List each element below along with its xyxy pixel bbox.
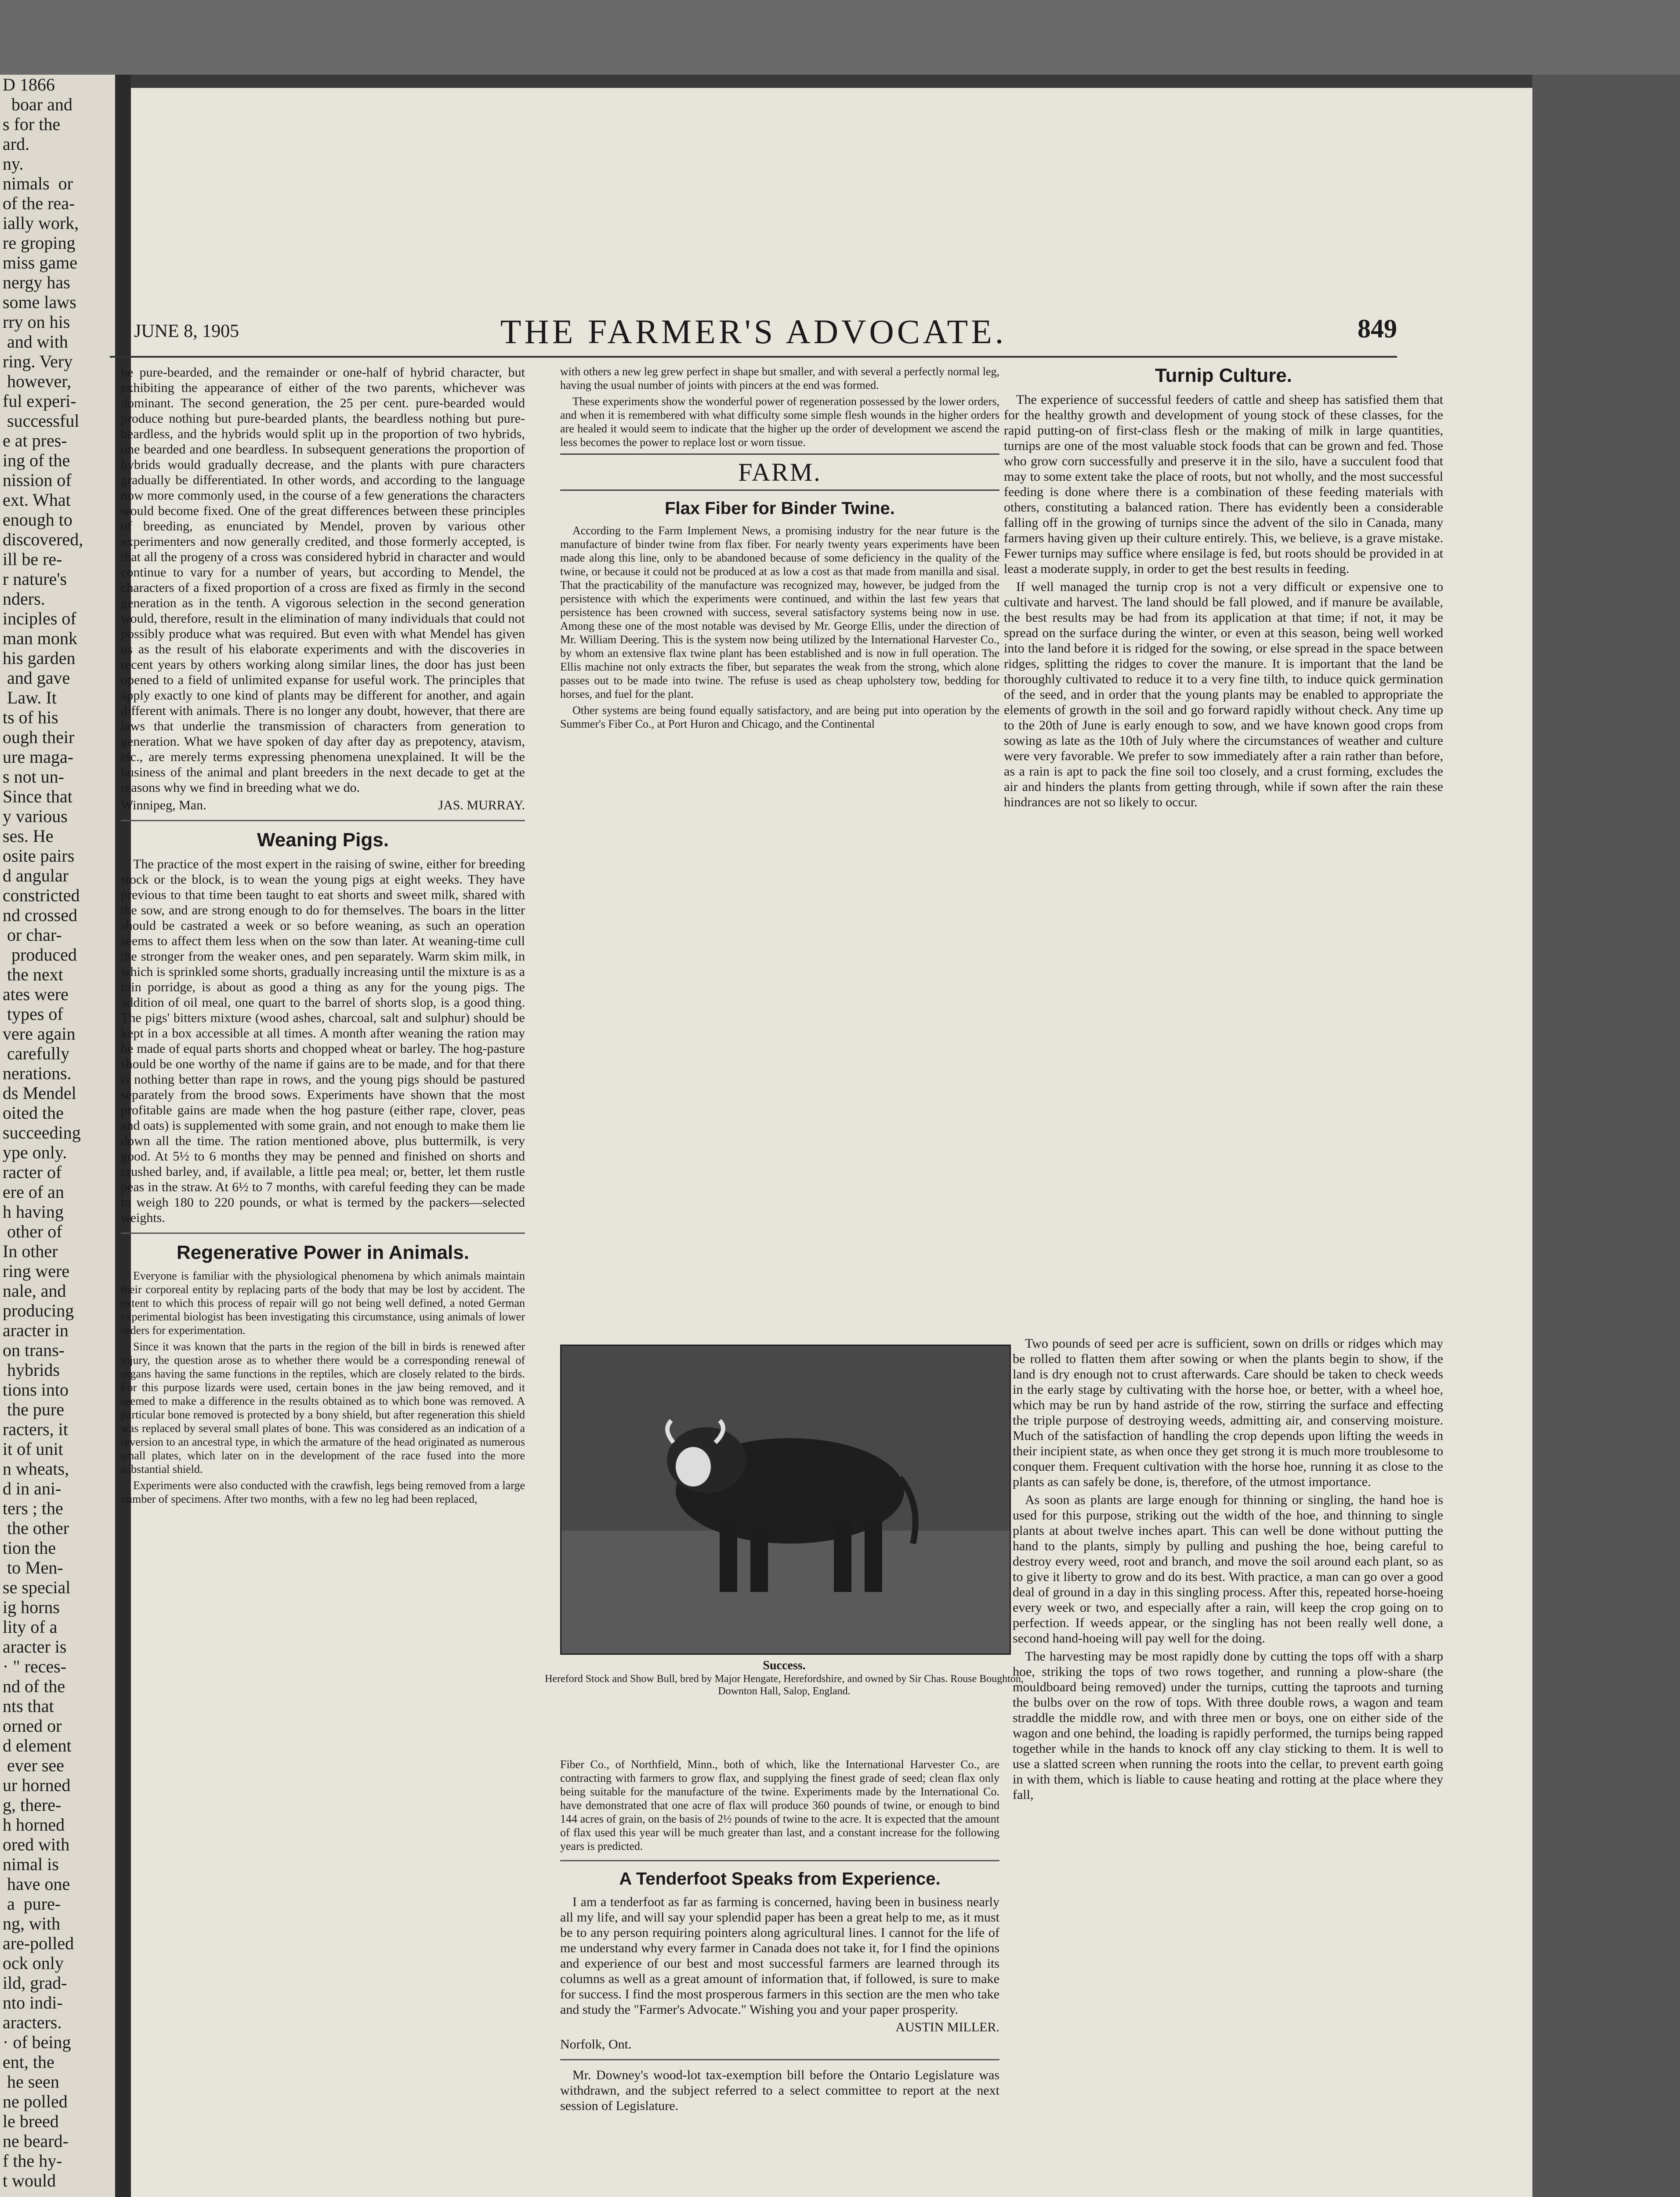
left-page-line: and with: [3, 332, 68, 352]
photo-hereford-bull: [560, 1345, 1011, 1655]
left-page-line: ill be re-: [3, 549, 62, 569]
left-page-line: ing of the: [3, 450, 70, 470]
left-page-line: orned or: [3, 1716, 62, 1736]
left-page-line: ext. What: [3, 490, 71, 510]
left-page-line: · " reces-: [3, 1657, 67, 1676]
headline-turnip-culture: Turnip Culture.: [1155, 365, 1293, 386]
left-page-line: nd of the: [3, 1676, 65, 1696]
left-page-line: nd crossed: [3, 905, 77, 925]
scan-top-border: [0, 0, 1680, 75]
left-page-line: ever see: [3, 1755, 64, 1775]
flax-paragraph-2: Other systems are being found equally satisfactory, and are being put into operation by the Summer's Fiber Co., at Port Huron and Chicago, and the Continental: [560, 704, 999, 730]
left-page-line: ne polled: [3, 2092, 68, 2111]
headline-regenerative-power: Regenerative Power in Animals.: [177, 1242, 469, 1263]
signature-miller: AUSTIN MILLER.: [895, 2020, 999, 2034]
left-page-line: miss game: [3, 253, 77, 272]
flax-paragraph-3: Fiber Co., of Northfield, Minn., both of which, like the International Harvester Co., are contracting with farmers to grow flax, and supplying the finest grade of seed; clean flax only being suitable for the manufacture of the twine. Experiments made by the International Co. have demonstrated that one acre of flax will produce 360 pounds of twine, or enough to bind 144 acres of grain, on the basis of 2½ pounds of twine to the acre. It is expected that the amount of flax used this year will be much greater than last, and a constant increase for the following years is predicted.: [560, 1758, 999, 1853]
left-page-line: carefully: [3, 1044, 70, 1063]
left-page-line: and gave: [3, 668, 70, 688]
left-page-line: ild, grad-: [3, 1973, 67, 1993]
left-page-line: constricted: [3, 885, 80, 905]
left-page-line: some laws: [3, 292, 76, 312]
left-page-line: successful: [3, 411, 80, 431]
regen-conclusion: These experiments show the wonderful power of regeneration possessed by the lower orders, and when it is remembered with what difficulty some simple flesh wounds in the higher orders are healed it would seem to indicate that the higher up the order of development we ascend the less becomes the power to replace lost or worn tissue.: [560, 395, 999, 449]
left-page-line: racter of: [3, 1162, 62, 1182]
left-page-line: ses. He: [3, 826, 54, 846]
column-2-upper: [560, 365, 999, 1309]
left-page-line: ters ; the: [3, 1498, 63, 1518]
left-page-line: ough their: [3, 727, 75, 747]
section-heading-farm: FARM.: [560, 453, 999, 491]
left-page-line: t would: [3, 2171, 56, 2190]
left-page-line: the pure: [3, 1399, 64, 1419]
left-page-line: rry on his: [3, 312, 70, 332]
left-page-line: ored with: [3, 1834, 70, 1854]
turnip-paragraph-1: The experience of successful feeders of cattle and sheep has satisfied them that for the healthy growth and development of young stock of these classes, for the rapid putting-on of first-class flesh or the making of milk in large quantities, turnips are one of the most valuable stock foods that can be grown and fed. Those who grow corn successfully and preserve it in the silo, have a succulent food that may to some extent take the place of roots, but not wholly, and the most successful feeding is done where there is a combination of these feeding materials with others, constituting a balanced ration. There has evidently been a considerable falling off in the growing of turnips since the advent of the silo in Canada, many farmers having given up their culture entirely. This, we believe, is a grave mistake. Fewer turnips may suffice where ensilage is fed, but roots should be provided in at least a moderate supply, in order to get the best results in feeding.: [1004, 392, 1443, 576]
masthead: THE FARMER'S ADVOCATE.: [500, 312, 1007, 351]
tenderfoot-body: I am a tenderfoot as far as farming is concerned, having been in business nearly all my life, and will say your splendid paper has been a great help to me, as it must be to any person requiring pointers along agricultural lines. I cannot for the life of me understand why every farmer in Canada does not take it, for I find the opinions and experience of our best and most successful farmers are learned through its columns as well as a great amount of information that, if followed, is sure to make for success. I find the most prosperous farmers in this section are the men who take and study the "Farmer's Advocate." Wishing you and your paper prosperity.: [560, 1895, 999, 2017]
left-page-line: h having: [3, 1202, 64, 1222]
left-page-line: nto indi-: [3, 1993, 63, 2012]
left-page-line: nts that: [3, 1696, 54, 1716]
left-page-line: ts of his: [3, 707, 58, 727]
turnip-paragraph-2: If well managed the turnip crop is not a very difficult or expensive one to cultivate and harvest. The land should be fall plowed, and if manure be available, the best results may be had from its application at that time; if not, it may be spread on the surface during the winter, or even at this season, being well worked into the land before it is ridged for the sowing, or else spread in the space between ridges, splitting the ridges to cover the manure. It is important that the land be thoroughly cultivated to reduce it to a very fine tilth, to induce quick germination of the seed, and in order that the young plants may be enabled to appropriate the elements of growth in the soil and go forward rapidly without check. Any time up to the 20th of June is early enough to sow, and we have known good crops from sowing as late as the 10th of July where the circumstances of weather and culture were very favorable. We prefer to sow immediately after a rain rather than before, as a rain is apt to pack the fine soil too closely, and a crust forming, excludes the air and hinders the plants from getting through, while if sown after the rain these hindrances are not so likely to occur.: [1004, 580, 1443, 809]
left-page-line: f the hy-: [3, 2151, 62, 2171]
divider: [121, 820, 525, 821]
left-page-line: boar and: [3, 94, 72, 114]
left-page-line: ring were: [3, 1261, 70, 1281]
weaning-pigs-body: The practice of the most expert in the raising of swine, either for breeding stock or the block, is to wean the young pigs at eight weeks. They have previous to that time been taught to eat shorts and sweet milk, shared with the sow, and are strong enough to do for themselves. The boars in the litter should be castrated a week or so before weaning, as such an operation seems to affect them less when on the sow than later. At weaning-time cull the stronger from the weaker ones, and pen separately. Warm skim milk, in which is sprinkled some shorts, gradually increasing until the mixture is as a thin porridge, is about as good a thing as any for the young pigs. The addition of oil meal, one quart to the barrel of shorts slop, is a good thing. The pigs' bitters mixture (wood ashes, charcoal, salt and sulphur) should be kept in a box accessible at all times. A month after weaning the ration may be made of equal parts shorts and chopped wheat or barley. The hog-pasture should be one worthy of the name if gains are to be made, and for that there is nothing better than rape in rows, and the young pigs should be pastured separately from the brood sows. Experiments have shown that the most profitable gains are made when the hog pasture (either rape, clover, peas and oats) is supplemented with some grain, and not enough to make them lie down all the time. The ration mentioned above, plus buttermilk, is very good. At 5½ to 6 months they may be penned and finished on shorts and crushed barley, and, if available, a little pea meal; or, better, let them rustle peas in the straw. At 6½ to 7 months, with careful feeding they can be made to weigh 180 to 220 pounds, or what is termed by the packers—selected weights.: [121, 857, 525, 1225]
page-number: 849: [1358, 314, 1397, 343]
left-page-line: ng, with: [3, 1914, 61, 1933]
left-page-line: nission of: [3, 470, 72, 490]
signature-place: Norfolk, Ont.: [560, 2037, 632, 2052]
left-page-line: ock only: [3, 1953, 64, 1973]
left-page-line: oited the: [3, 1103, 64, 1123]
left-page-line: Law. It: [3, 688, 57, 707]
left-page-line: producing: [3, 1301, 74, 1320]
scan-right-border: [1532, 75, 1680, 2197]
left-page-line: to Men-: [3, 1558, 63, 1577]
left-page-line: have one: [3, 1874, 70, 1894]
left-page-line: ring. Very: [3, 352, 73, 371]
left-page-line: are-polled: [3, 1933, 74, 1953]
photo-caption-text: Hereford Stock and Show Bull, bred by Major Hengate, Herefordshire, and owned by Sir Chas. Rouse Boughton, Downton Hall, Salop, England.: [545, 1673, 1024, 1697]
regen-paragraph-3: Experiments were also conducted with the crawfish, legs being removed from a large number of specimens. After two months, with a few no leg had been replaced,: [121, 1479, 525, 1505]
left-page-line: on trans-: [3, 1340, 65, 1360]
left-page-line: his garden: [3, 648, 76, 668]
divider: [121, 1233, 525, 1234]
left-page-line: re groping: [3, 233, 76, 253]
left-page-line: nimals or: [3, 174, 73, 193]
turnip-paragraph-5: The harvesting may be most rapidly done by cutting the tops off with a sharp hoe, striking the tops of two rows together, and running a plow-share (the mouldboard being removed) under the turnips, cutting the taproots and turning the bulbs over on the row of tops. With three double rows, a wagon and team straddle the middle row, and with three men or boys, one on either side of the wagon and one behind, the loading is rapidly performed, the turnips being rapped together while in the hands to knock off any clay sticking to them. It is well to use a slatted screen when running the roots into the cellar, to prevent earth going in with them, which is liable to cause heating and rotting at the place where they fall,: [1013, 1649, 1443, 1802]
left-page-line: le breed: [3, 2111, 59, 2131]
left-page-line: the other: [3, 1518, 69, 1538]
left-page-line: ard.: [3, 134, 30, 154]
left-page-line: produced: [3, 945, 77, 964]
left-page-line: of the rea-: [3, 193, 75, 213]
adjacent-page-text: [0, 75, 115, 2190]
left-page-line: ure maga-: [3, 747, 74, 767]
left-page-line: osite pairs: [3, 846, 75, 866]
headline-tenderfoot: A Tenderfoot Speaks from Experience.: [619, 1869, 941, 1889]
photo-title: Success.: [763, 1659, 806, 1672]
left-page-line: n wheats,: [3, 1459, 69, 1479]
headline-weaning-pigs: Weaning Pigs.: [257, 829, 389, 851]
left-page-line: nale, and: [3, 1281, 66, 1301]
left-page-line: types of: [3, 1004, 63, 1024]
left-page-line: a pure-: [3, 1894, 61, 1914]
mendel-article-body: [121, 365, 525, 795]
left-page-line: however,: [3, 371, 72, 391]
left-page-line: hybrids: [3, 1360, 60, 1380]
column-1: [121, 365, 525, 2197]
left-page-line: Since that: [3, 787, 72, 806]
left-page-line: ype only.: [3, 1142, 67, 1162]
left-page-line: aracter is: [3, 1637, 67, 1657]
left-page-line: g, there-: [3, 1795, 62, 1815]
adjacent-page-fragment: [0, 75, 115, 2197]
turnip-paragraph-4: As soon as plants are large enough for thinning or singling, the hand hoe is used for this purpose, striking out the width of the hoe, and thinning to single plants at about twelve inches apart. This can well be done without putting the hand to the plants, simply by pulling and pushing the hoe, being careful to destroy every weed, root and branch, and move the soil around each plant, so as to give it liberty to grow and do its best. With practice, a man can go over a good deal of ground in a day in this singling process. After this, repeated horse-hoeing every week or two, and especially after a rain, will keep the crop going on to perfection. If weeds appear, or the singling has not been really well done, a second hand-hoeing will pay well for the doing.: [1013, 1493, 1443, 1646]
left-page-line: s not un-: [3, 767, 64, 787]
left-page-line: ur horned: [3, 1775, 71, 1795]
left-page-line: se special: [3, 1577, 71, 1597]
left-page-line: discovered,: [3, 529, 83, 549]
left-page-line: tions into: [3, 1380, 69, 1399]
left-page-line: D 1866: [3, 75, 55, 94]
left-page-line: ds Mendel: [3, 1083, 76, 1103]
column-2-lower: [560, 1758, 999, 2197]
signature-name: JAS. MURRAY.: [438, 798, 525, 812]
left-page-line: · of being: [3, 2032, 71, 2052]
downey-note: Mr. Downey's wood-lot tax-exemption bill before the Ontario Legislature was withdrawn, and the subject referred to a select committee to report at the next session of Legislature.: [560, 2068, 999, 2113]
left-page-line: e at pres-: [3, 431, 67, 450]
left-page-line: h horned: [3, 1815, 65, 1834]
left-page-line: nimal is: [3, 1854, 59, 1874]
left-page-line: ne beard-: [3, 2131, 69, 2151]
left-page-line: ially work,: [3, 213, 79, 233]
left-page-line: lity of a: [3, 1617, 58, 1637]
regen-paragraph-2: Since it was known that the parts in the region of the bill in birds is renewed after injury, the question arose as to whether there would be a corresponding renewal of organs having the same functions in the reptiles, which are closely related to the birds. For this purpose lizards were used, certain bones in the jaw being removed, and it seemed to make a difference in the results obtained as to which bone was removed. A particular bone removed is protected by a bony shield, but after regeneration this shield was replaced by several small plates of bone. This was considered as an indication of a reversion to an ancestral type, in which the armature of the head originated as numerous small plates, which later on in the development of the race fused into the more substantial shield.: [121, 1340, 525, 1476]
left-page-line: he seen: [3, 2072, 59, 2092]
left-page-line: vere again: [3, 1024, 76, 1044]
left-page-line: ates were: [3, 984, 69, 1004]
left-page-line: enough to: [3, 510, 72, 529]
left-page-line: y various: [3, 806, 68, 826]
paragraph: be pure-bearded, and the remainder or one-half of hybrid character, but exhibiting the appearance of either of the two parents, whichever was dominant. The second generation, the 25 per cent. pure-bearded would produce nothing but pure-bearded plants, the beardless nothing but pure-beardless, and the hybrids would split up in the proportion of two hybrids, one bearded and one beardless. In subsequent generations the proportion of hybrids would gradually decrease, and the plants with pure characters gradually be differentiated. In other words, and according to the language now more commonly used, in the course of a few generations the characters would become fixed. One of the great differences between these principles of breeding, as enunciated by Mendel, proven by various other experimenters and now generally credited, and those formerly accepted, is that all the progeny of a cross was considered hybrid in character and would continue to vary for a number of years, but according to Mendel, the characters of a fixed proportion of a cross are fixed as firmly in the second generation as in the tenth. A vigorous selection in the second generation would, therefore, result in the elimination of many individuals that could not possibly produce what was required. But even with what Mendel has given us as the result of his elaborate experiments and with the discoveries in recent years by others working along similar lines, the door has just been opened to a field of unlimited expanse for useful work. The principles that apply exactly to one kind of plants may be different for another, and again different with animals. There is no longer any doubt, however, that there are laws that underlie the transmission of characters from generation to generation. What we have spoken of day after day as prepotency, atavism, etc., are merely terms expressing phenomena unexplained. It will be the business of the animal and plant breeders in the next decade to get at the reasons why we find in breeding what we do.: [121, 365, 525, 795]
page-header: [110, 308, 1397, 358]
left-page-line: In other: [3, 1241, 58, 1261]
bull-photo-illustration: [561, 1346, 1010, 1653]
left-page-line: d in ani-: [3, 1479, 62, 1498]
left-page-line: other of: [3, 1222, 62, 1241]
left-page-line: racters, it: [3, 1419, 68, 1439]
flax-paragraph-1: According to the Farm Implement News, a promising industry for the near future is the manufacture of binder twine from flax fiber. For nearly twenty years experiments have been made along this line, only to be abandoned because of some deficiency in the quality of the twine, or because it could not be produced at as low a cost as that made from manilla and sisal. That the practicability of the manufacture was recognized may, however, be judged from the persistence with which the experiments were continued, and within the last few years that persistence has been crowned with success, several satisfactory systems being now in use. Among these one of the most notable was devised by Mr. George Ellis, under the direction of Mr. William Deering. This is the system now being utilized by the International Harvester Co., by whom an extensive flax twine plant has been established and is now in full operation. The Ellis machine not only extracts the fiber, but separates the weak from the strong, which alone passes out to be made into twine. The refuse is used as cheap upholstery tow, bedding for horses, and fuel for the plant.: [560, 524, 999, 700]
left-page-line: inciples of: [3, 609, 76, 628]
left-page-line: ig horns: [3, 1597, 60, 1617]
left-page-line: or char-: [3, 925, 62, 945]
left-page-line: man monk: [3, 628, 77, 648]
headline-flax-fiber: Flax Fiber for Binder Twine.: [665, 499, 895, 518]
signature-place: Winnipeg, Man.: [121, 798, 206, 812]
signature-murray: [121, 798, 525, 813]
issue-date: JUNE 8, 1905: [134, 321, 239, 341]
column-3: [1004, 365, 1443, 1323]
left-page-line: nergy has: [3, 272, 70, 292]
regen-paragraph-1: Everyone is familiar with the physiological phenomena by which animals maintain their corporeal entity by replacing parts of the body that may be lost by accident. The extent to which this process of repair will go not being well defined, a noted German experimental biologist has been investigating this circumstance, using animals of lower orders for experimentation.: [121, 1269, 525, 1337]
divider: [560, 1860, 999, 1861]
left-page-line: ny.: [3, 154, 24, 174]
left-page-line: nerations.: [3, 1063, 72, 1083]
left-page-line: aracter in: [3, 1320, 69, 1340]
left-page-line: ful experi-: [3, 391, 76, 411]
left-page-line: ent, the: [3, 2052, 54, 2072]
divider: [560, 2059, 999, 2060]
left-page-line: the next: [3, 964, 63, 984]
crawfish-paragraph: with others a new leg grew perfect in shape but smaller, and with several a perfectly normal leg, having the usual number of joints with pincers at the end was formed.: [560, 365, 999, 392]
left-page-line: d angular: [3, 866, 69, 885]
photo-caption: [545, 1659, 1024, 1697]
left-page-line: d element: [3, 1736, 72, 1755]
left-page-line: aracters.: [3, 2012, 62, 2032]
turnip-paragraph-3: Two pounds of seed per acre is sufficient, sown on drills or ridges which may be rolled to flatten them after sowing or when the plants begin to show, if the land is dry enough not to crust afterwards. Care should be taken to check weeds in the early stage by cultivating with the horse hoe, or better, with a wheel hoe, which may be run by hand astride of the row, stirring the surface and effecting the triple purpose of destroying weeds, admitting air, and conserving moisture. Much of the satisfaction of handling the crop depends upon lifting the weeds in their incipient state, as when once they get strong it is much more troublesome to conquer them. Frequent cultivation with the horse hoe, running it as close to the plants as can safely be done, is, therefore, of the utmost importance.: [1013, 1336, 1443, 1489]
column-3-lower: [1013, 1336, 1443, 2197]
left-page-line: it of unit: [3, 1439, 63, 1459]
left-page-line: tion the: [3, 1538, 56, 1558]
left-page-line: succeeding: [3, 1123, 81, 1142]
left-page-line: nders.: [3, 589, 45, 609]
left-page-line: s for the: [3, 114, 61, 134]
left-page-line: r nature's: [3, 569, 67, 589]
left-page-line: ere of an: [3, 1182, 64, 1202]
